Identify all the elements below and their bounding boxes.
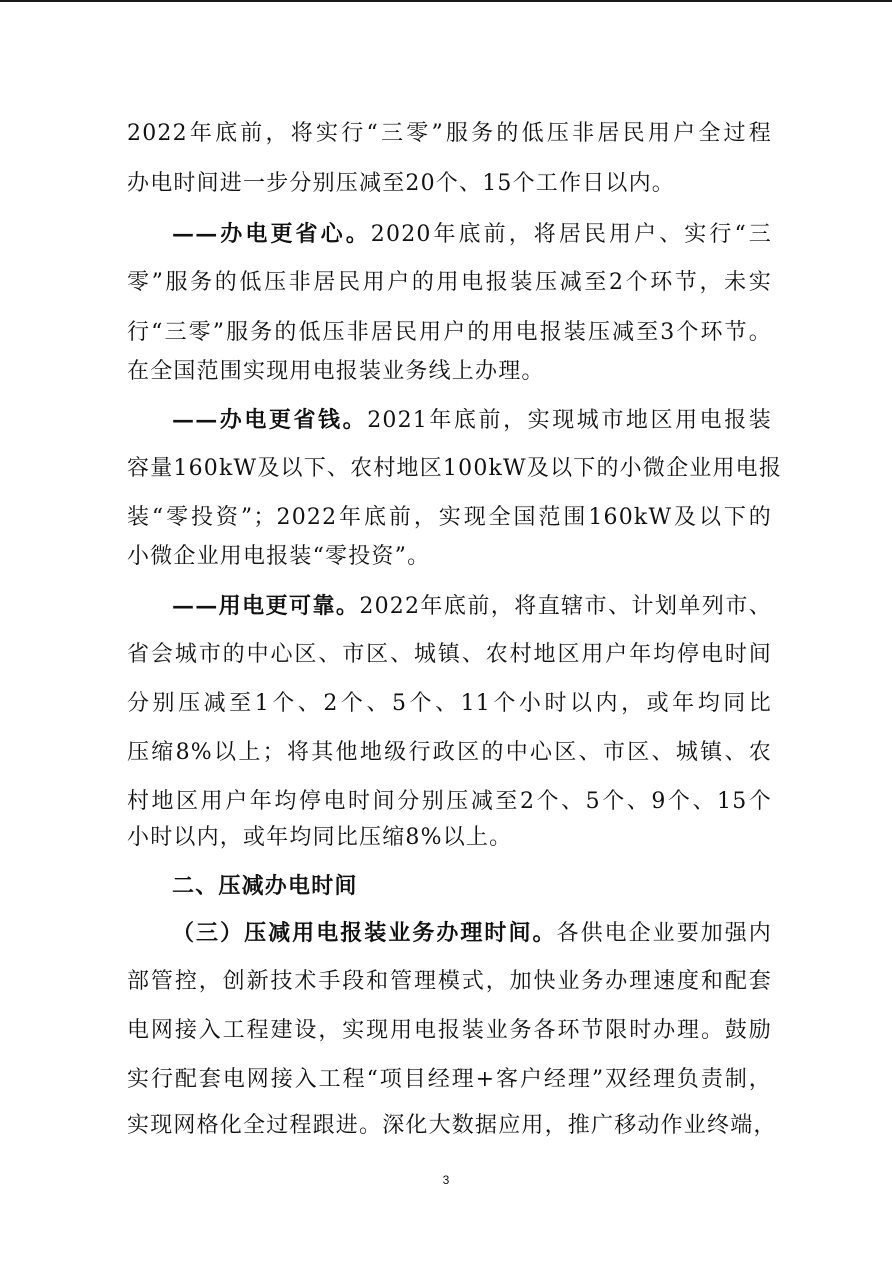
bold-lead: ——办电更省心。 (172, 221, 371, 247)
text-line: 行“三零”服务的低压非居民用户的用电报装压减至3个环节。 (127, 320, 772, 345)
bold-lead: ——用电更可靠。 (172, 593, 360, 619)
text-line-heading-cheaper: ——办电更省钱。2021年底前，实现城市地区用电报装 (172, 407, 772, 433)
text-line: 实行配套电网接入工程“项目经理+客户经理”双经理负责制， (127, 1067, 772, 1092)
bold-lead: ——办电更省钱。 (172, 407, 368, 433)
text-line: 小微企业用电报装“零投资”。 (127, 544, 431, 569)
text-line: 压缩8%以上；将其他地级行政区的中心区、市区、城镇、农 (127, 740, 772, 765)
text-line-subsection: （三）压减用电报装业务办理时间。各供电企业要加强内 (172, 920, 772, 946)
section-heading: 二、压减办电时间 (172, 873, 358, 899)
text-line: 2022年底前，将实行“三零”服务的低压非居民用户全过程 (127, 121, 772, 146)
text-line: 小时以内，或年均同比压缩8%以上。 (127, 825, 513, 850)
text-line: 电网接入工程建设，实现用电报装业务各环节限时办理。鼓励 (127, 1018, 772, 1043)
text-line: 办电时间进一步分别压减至20个、15个工作日以内。 (127, 171, 675, 196)
text-line: 省会城市的中心区、市区、城镇、农村地区用户年均停电时间 (127, 642, 772, 667)
text-line: 村地区用户年均停电时间分别压减至2个、5个、9个、15个 (127, 789, 772, 814)
text-line: 装“零投资”；2022年底前，实现全国范围160kW及以下的 (127, 505, 772, 530)
text-line: 实现网格化全过程跟进。深化大数据应用，推广移动作业终端， (127, 1113, 777, 1138)
text-line: 部管控，创新技术手段和管理模式，加快业务办理速度和配套 (127, 969, 772, 994)
text-line-heading-reliable: ——用电更可靠。2022年底前，将直辖市、计划单列市、 (172, 593, 772, 619)
bold-lead: （三）压减用电报装业务办理时间。 (172, 920, 557, 946)
top-border-line (0, 0, 892, 2)
text-line: 分别压减至1个、2个、5个、11个小时以内，或年均同比 (127, 691, 772, 716)
page-number: 3 (442, 1173, 450, 1187)
text-line: 在全国范围实现用电报装业务线上办理。 (127, 359, 545, 384)
text-line: 容量160kW及以下、农村地区100kW及以下的小微企业用电报 (127, 456, 783, 481)
text-line-heading-simpler: ——办电更省心。2020年底前，将居民用户、实行“三 (172, 221, 772, 247)
text-line: 零”服务的低压非居民用户的用电报装压减至2个环节，未实 (127, 270, 772, 295)
